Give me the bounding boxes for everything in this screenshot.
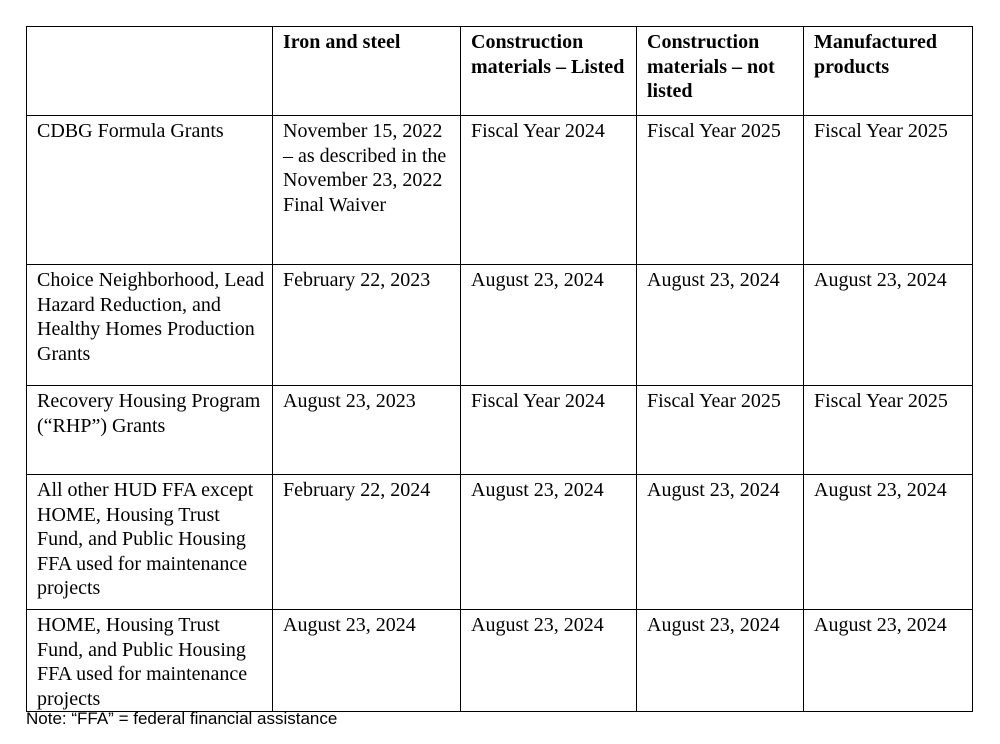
footnote: Note: “FFA” = federal financial assistance [26,709,338,728]
row-label: Recovery Housing Program (“RHP”) Grants [27,386,273,475]
row-label: HOME, Housing Trust Fund, and Public Housing FFA used for maintenance projects [27,610,273,712]
row-label: Choice Neighborhood, Lead Hazard Reduction, and Healthy Homes Production Grants [27,265,273,386]
header-manufactured-products: Manufactured products [804,27,973,116]
header-iron-and-steel: Iron and steel [273,27,461,116]
table-cell: Fiscal Year 2024 [461,116,637,265]
header-construction-materials-not-listed: Construction materials – not listed [637,27,804,116]
table-cell: Fiscal Year 2025 [804,116,973,265]
table-cell: February 22, 2024 [273,475,461,610]
table-cell: August 23, 2024 [461,475,637,610]
table-cell: August 23, 2023 [273,386,461,475]
table-cell: Fiscal Year 2025 [804,386,973,475]
table-cell: August 23, 2024 [637,265,804,386]
table-cell: August 23, 2024 [461,265,637,386]
table-cell: November 15, 2022 – as described in the November 23, 2022 Final Waiver [273,116,461,265]
table-row [27,265,973,386]
table-row [27,116,973,265]
table-cell: August 23, 2024 [461,610,637,712]
waiver-table [26,26,973,712]
table-row [27,475,973,610]
table-cell: August 23, 2024 [637,475,804,610]
table-cell: Fiscal Year 2024 [461,386,637,475]
table-cell: Fiscal Year 2025 [637,386,804,475]
table-row [27,610,973,712]
row-label: All other HUD FFA except HOME, Housing Trust Fund, and Public Housing FFA used for maintenance projects [27,475,273,610]
header-construction-materials-listed: Construction materials – Listed [461,27,637,116]
table-cell: August 23, 2024 [273,610,461,712]
table-cell: August 23, 2024 [804,265,973,386]
table-cell: February 22, 2023 [273,265,461,386]
table-cell: August 23, 2024 [804,610,973,712]
table-cell: Fiscal Year 2025 [637,116,804,265]
table-row [27,386,973,475]
table-header-row [27,27,973,116]
table-cell: August 23, 2024 [804,475,973,610]
header-cell-empty [27,27,273,116]
row-label: CDBG Formula Grants [27,116,273,265]
table-cell: August 23, 2024 [637,610,804,712]
